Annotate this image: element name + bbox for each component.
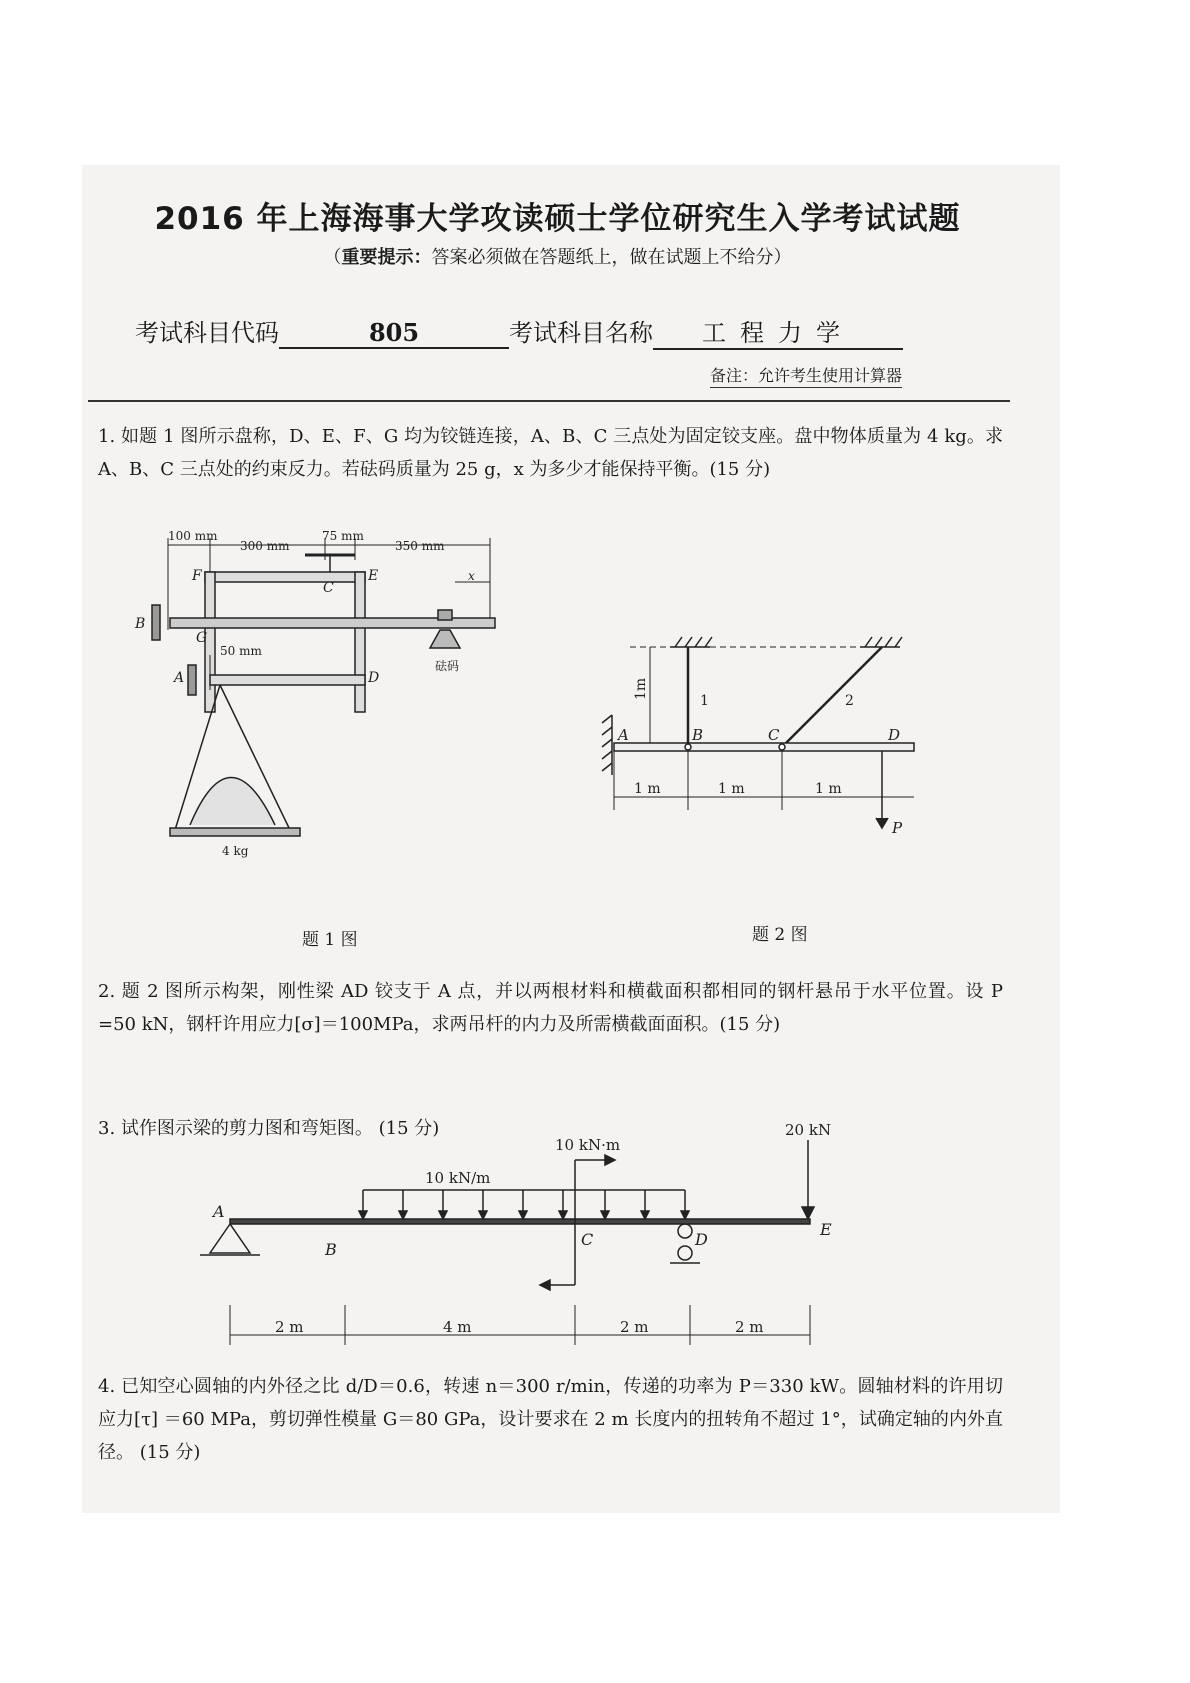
- fig3-label-d: D: [695, 1230, 708, 1249]
- fig2-rod-1: 1: [700, 693, 709, 709]
- fig3-label-c: C: [581, 1230, 594, 1249]
- question-1: 1. 如题 1 图所示盘称，D、E、F、G 均为铰链连接，A、B、C 三点处为固定铰支座。盘中物体质量为 4 kg。求 A、B、C 三点处的约束反力。若砝码质量为 25 g，x 为多少才能保持平衡。(15 分): [98, 426, 1003, 480]
- exam-title: 2016 年上海海事大学攻读硕士学位研究生入学考试试题: [154, 201, 961, 237]
- subject-code-label: 考试科目代码: [135, 319, 279, 347]
- fig3-span-3: 2 m: [620, 1318, 649, 1336]
- fig3-span-4: 2 m: [735, 1318, 764, 1336]
- subject-name-value: 工程力学: [653, 313, 903, 350]
- figure-2-caption: 题 2 图: [752, 925, 808, 945]
- fig1-dim-100: 100 mm: [168, 529, 218, 543]
- fig2-label-p: P: [892, 819, 903, 837]
- fig1-label-c: C: [323, 580, 334, 596]
- fig1-label-a: A: [174, 670, 185, 686]
- subject-code-value: 805: [279, 318, 509, 349]
- fig3-point-load: 20 kN: [785, 1121, 832, 1139]
- fig1-label-e: E: [368, 568, 379, 584]
- fig1-label-b: B: [135, 616, 146, 632]
- fig2-span-3: 1 m: [815, 781, 842, 797]
- fig1-weight-label: 砝码: [435, 659, 460, 673]
- fig2-label-a: A: [618, 726, 629, 744]
- fig1-dim-50: 50 mm: [220, 644, 262, 658]
- fig3-span-2: 4 m: [443, 1318, 472, 1336]
- notice-label: 重要提示：: [341, 247, 432, 268]
- fig2-span-2: 1 m: [718, 781, 745, 797]
- fig3-distributed-load: 10 kN/m: [425, 1169, 491, 1187]
- notice-text: 答案必须做在答题纸上，做在试题上不给分: [431, 247, 774, 268]
- fig1-label-g: G: [196, 630, 208, 646]
- fig2-label-d: D: [888, 726, 901, 744]
- question-2: 2. 题 2 图所示构架，刚性梁 AD 铰支于 A 点，并以两根材料和横截面积都相同的钢杆悬吊于水平位置。设 P =50 kN，钢杆许用应力[σ]＝100MPa，求两吊杆的内力及所需横截面面积。(15 分): [98, 981, 1003, 1035]
- fig1-mass-label: 4 kg: [222, 844, 249, 858]
- figure-1-caption: 题 1 图: [302, 930, 358, 950]
- fig1-dim-350: 350 mm: [395, 539, 445, 553]
- fig1-x-label: x: [468, 569, 475, 583]
- fig2-span-1: 1 m: [634, 781, 661, 797]
- fig3-label-b: B: [325, 1240, 337, 1259]
- fig3-span-1: 2 m: [275, 1318, 304, 1336]
- fig1-dim-75: 75 mm: [322, 529, 364, 543]
- question-3: 3. 试作图示梁的剪力图和弯矩图。 (15 分): [98, 1118, 440, 1139]
- fig1-dim-300: 300 mm: [240, 539, 290, 553]
- header-divider: [88, 400, 1010, 402]
- remark: 备注：允许考生使用计算器: [710, 363, 902, 388]
- fig3-label-e: E: [820, 1220, 832, 1239]
- fig1-label-f: F: [192, 568, 202, 584]
- fig2-label-c: C: [768, 726, 780, 744]
- question-4: 4. 已知空心圆轴的内外径之比 d/D＝0.6，转速 n＝300 r/min，传递的功率为 P＝330 kW。圆轴材料的许用切应力[τ] ＝60 MPa，剪切弹性模量 G＝80 GPa，设计要求在 2 m 长度内的扭转角不超过 1°，试确定轴的内外直径。 (15 分): [98, 1376, 1003, 1463]
- important-notice: （重要提示：答案必须做在答题纸上，做在试题上不给分）: [323, 247, 792, 268]
- subject-line: [135, 313, 903, 350]
- fig3-label-a: A: [213, 1202, 225, 1221]
- figure-2-frame: [600, 635, 980, 855]
- subject-name-label: 考试科目名称: [509, 319, 653, 347]
- fig1-label-d: D: [368, 670, 380, 686]
- fig3-moment: 10 kN·m: [555, 1136, 621, 1154]
- fig2-label-b: B: [692, 726, 704, 744]
- figure-1-scale: [130, 530, 530, 870]
- fig2-rod-2: 2: [845, 693, 854, 709]
- fig2-height: 1m: [633, 677, 649, 700]
